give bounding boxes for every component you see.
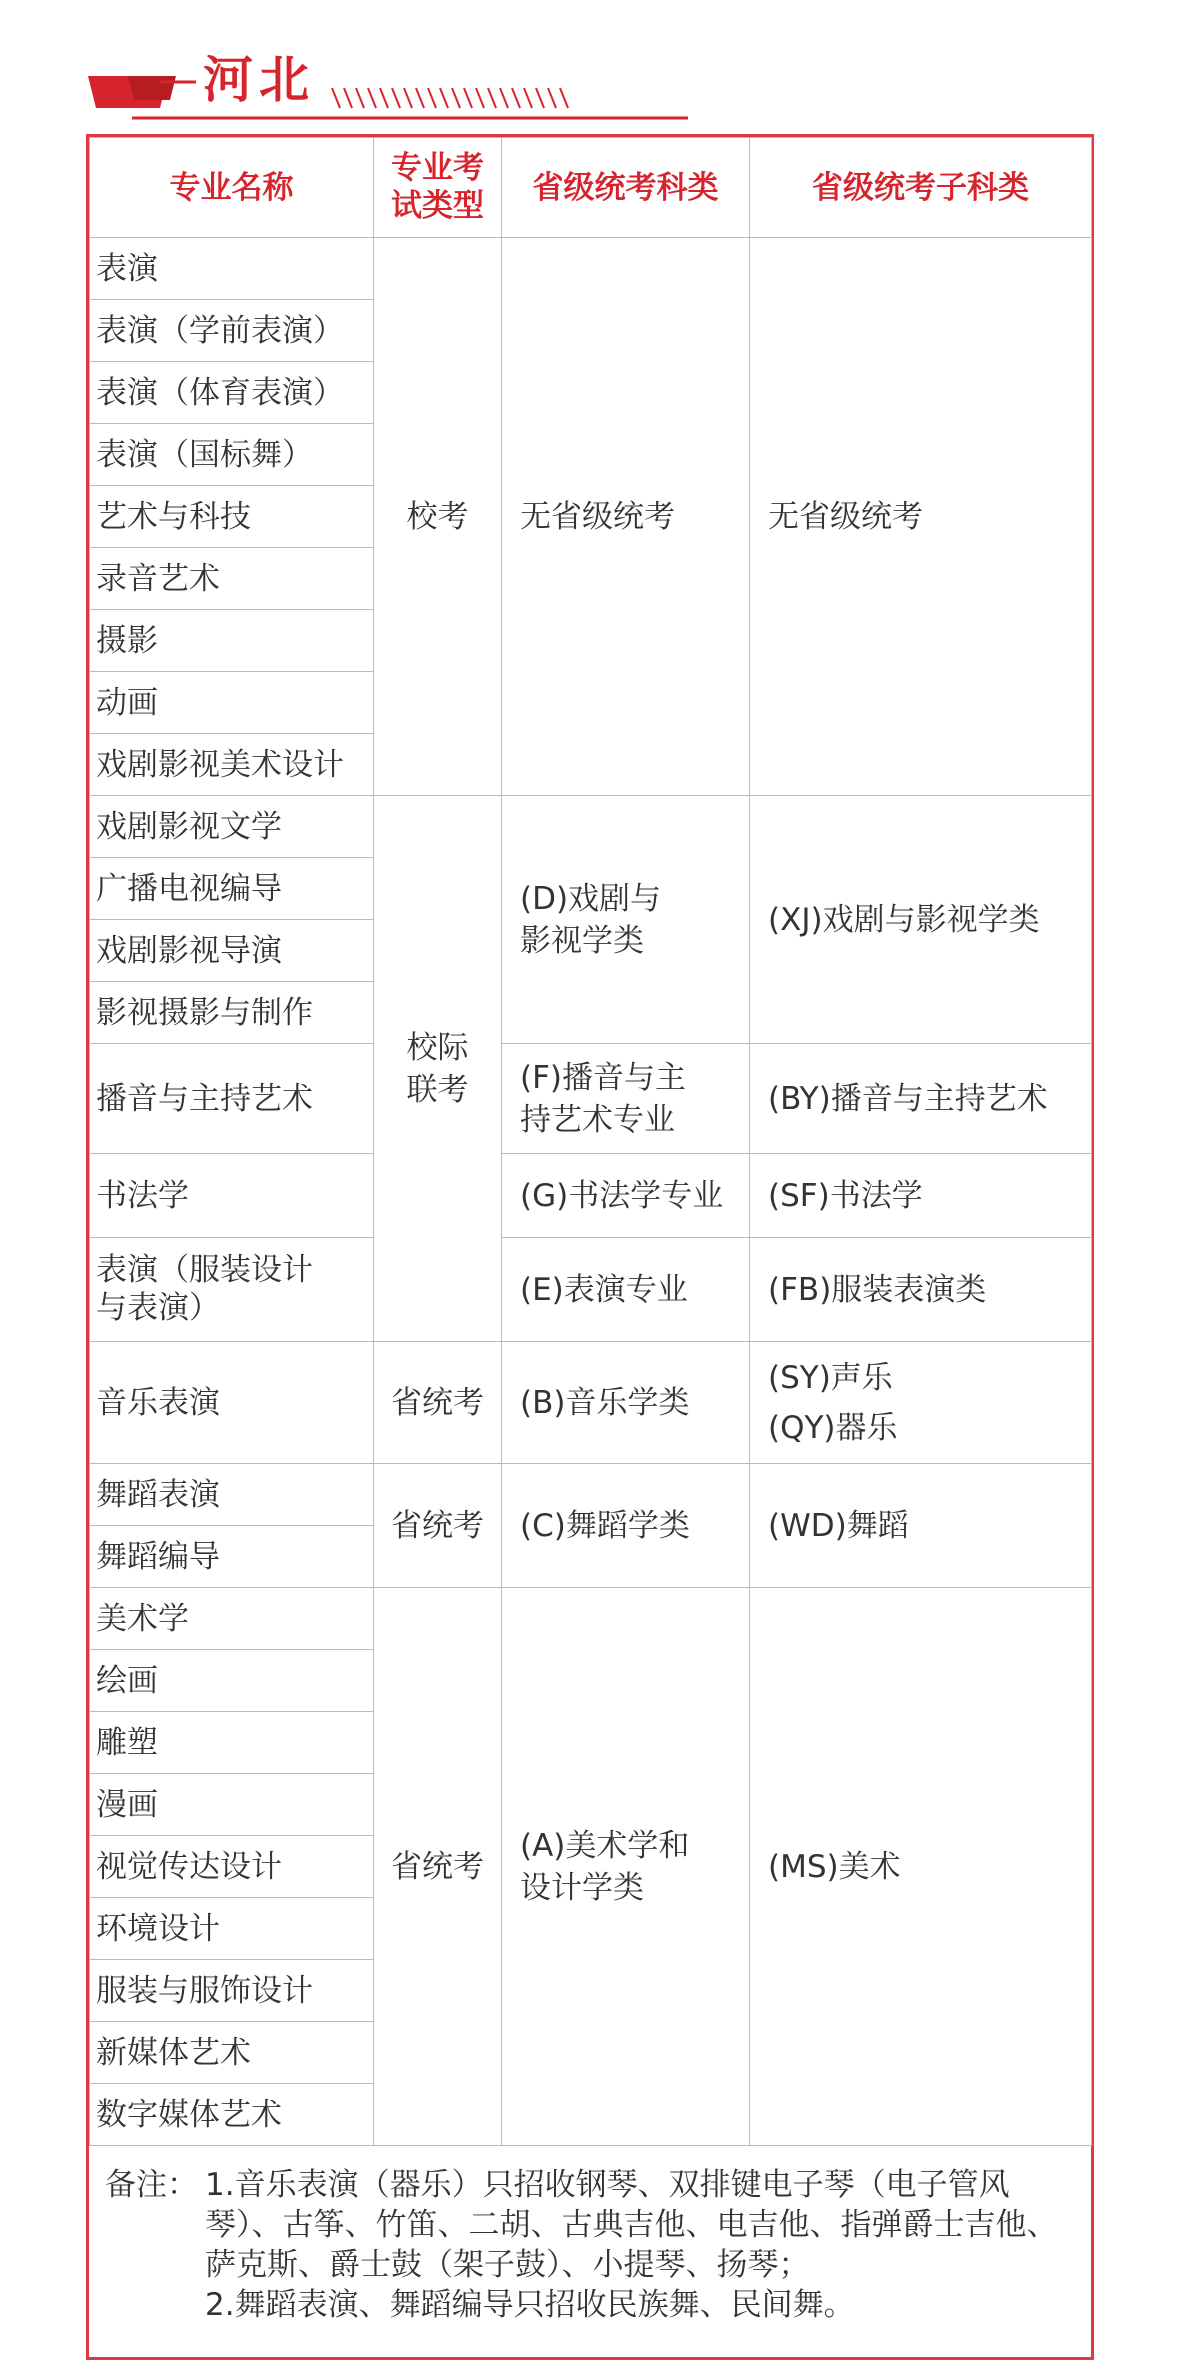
major-cell: 表演（体育表演）	[90, 362, 374, 424]
note-item: 2.舞蹈表演、舞蹈编导只招收民族舞、民间舞。	[205, 2287, 855, 2323]
major-cell: 雕塑	[90, 1712, 374, 1774]
region-title: 河北	[203, 51, 315, 109]
major-cell: 戏剧影视导演	[90, 920, 374, 982]
header-hatch-pattern	[332, 88, 568, 108]
sub-category-cell: (MS)美术	[750, 1588, 1092, 2146]
category-cell: 无省级统考	[502, 238, 750, 796]
major-cell: 绘画	[90, 1650, 374, 1712]
major-cell: 环境设计	[90, 1898, 374, 1960]
admission-table	[89, 137, 1092, 2146]
major-cell: 美术学	[90, 1588, 374, 1650]
major-cell: 戏剧影视文学	[90, 796, 374, 858]
section-header	[0, 0, 1181, 130]
major-cell: 舞蹈表演	[90, 1464, 374, 1526]
major-cell: 表演（国标舞）	[90, 424, 374, 486]
category-cell: (A)美术学和设计学类	[502, 1588, 750, 2146]
exam-type-cell: 校际联考	[374, 796, 502, 1342]
category-cell: (G)书法学专业	[502, 1154, 750, 1238]
major-cell: 书法学	[90, 1154, 374, 1238]
exam-type-cell: 校考	[374, 238, 502, 796]
major-cell: 新媒体艺术	[90, 2022, 374, 2084]
sub-category-cell: (BY)播音与主持艺术	[750, 1044, 1092, 1154]
admission-table-frame	[86, 134, 1094, 2360]
exam-type-cell: 省统考	[374, 1342, 502, 1464]
category-cell: (B)音乐学类	[502, 1342, 750, 1464]
sub-category-cell: (WD)舞蹈	[750, 1464, 1092, 1588]
category-cell: (C)舞蹈学类	[502, 1464, 750, 1588]
header-category: 省级统考科类	[502, 138, 750, 238]
major-cell: 播音与主持艺术	[90, 1044, 374, 1154]
note-item: 1.音乐表演（器乐）只招收钢琴、双排键电子琴（电子管风琴）、古筝、竹笛、二胡、古典吉他、电吉他、指弹爵士吉他、萨克斯、爵士鼓（架子鼓）、小提琴、扬琴；	[205, 2167, 1058, 2283]
table-row	[90, 1238, 1092, 1342]
sub-category-cell: (XJ)戏剧与影视学类	[750, 796, 1092, 1044]
table-row	[90, 1588, 1092, 1650]
category-cell: (E)表演专业	[502, 1238, 750, 1342]
major-cell: 表演	[90, 238, 374, 300]
header-major-name: 专业名称	[90, 138, 374, 238]
category-cell: (D)戏剧与影视学类	[502, 796, 750, 1044]
table-row	[90, 238, 1092, 300]
major-cell: 数字媒体艺术	[90, 2084, 374, 2146]
table-row	[90, 1044, 1092, 1154]
header-sub-category: 省级统考子科类	[750, 138, 1092, 238]
exam-type-cell: 省统考	[374, 1464, 502, 1588]
major-cell: 艺术与科技	[90, 486, 374, 548]
major-cell: 视觉传达设计	[90, 1836, 374, 1898]
major-cell: 漫画	[90, 1774, 374, 1836]
table-row	[90, 796, 1092, 858]
header-flag-shadow	[128, 76, 176, 100]
major-cell: 影视摄影与制作	[90, 982, 374, 1044]
sub-category-cell: (SF)书法学	[750, 1154, 1092, 1238]
major-cell: 动画	[90, 672, 374, 734]
category-cell: (F)播音与主持艺术专业	[502, 1044, 750, 1154]
table-row	[90, 1464, 1092, 1526]
notes-label: 备注：	[105, 2167, 198, 2203]
notes-section	[89, 2147, 1091, 2357]
major-cell: 摄影	[90, 610, 374, 672]
sub-category-cell: 无省级统考	[750, 238, 1092, 796]
major-cell: 录音艺术	[90, 548, 374, 610]
major-cell: 戏剧影视美术设计	[90, 734, 374, 796]
table-row	[90, 1342, 1092, 1464]
header-exam-type: 专业考试类型	[374, 138, 502, 238]
sub-category-cell: (SY)声乐 (QY)器乐	[750, 1342, 1092, 1464]
exam-type-cell: 省统考	[374, 1588, 502, 2146]
header-decoration	[0, 0, 1181, 130]
sub-category-cell: (FB)服装表演类	[750, 1238, 1092, 1342]
table-row	[90, 1154, 1092, 1238]
major-cell: 音乐表演	[90, 1342, 374, 1464]
major-cell: 舞蹈编导	[90, 1526, 374, 1588]
major-cell: 服装与服饰设计	[90, 1960, 374, 2022]
major-cell: 广播电视编导	[90, 858, 374, 920]
major-cell: 表演（服装设计与表演）	[90, 1238, 374, 1342]
major-cell: 表演（学前表演）	[90, 300, 374, 362]
table-header-row	[90, 138, 1092, 238]
